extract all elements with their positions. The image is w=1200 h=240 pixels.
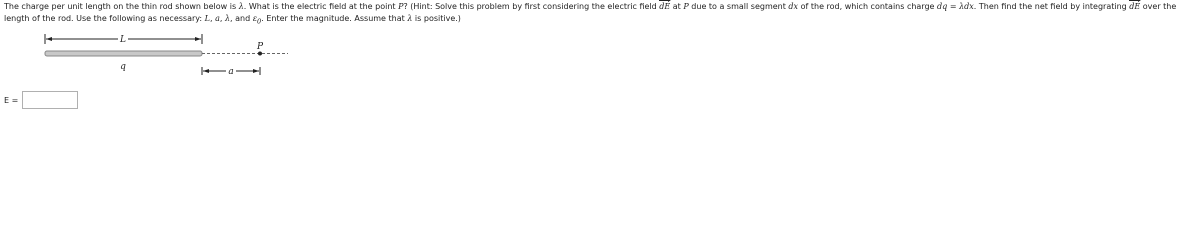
question-segment: The charge per unit length on the thin rod shown below is: [4, 2, 239, 11]
length-dimension: [45, 34, 202, 45]
point-p-label: P: [256, 42, 264, 52]
dq-symbol: dq: [937, 2, 948, 11]
distance-label: a: [228, 67, 234, 77]
dE-vector-symbol: dE: [659, 2, 671, 11]
question-segment: . Enter the magnitude. Assume that: [261, 14, 408, 23]
dx-symbol: dx: [788, 2, 799, 11]
answer-row: [4, 90, 78, 110]
lambda-symbol: λ: [238, 2, 244, 11]
question-segment: =: [947, 2, 960, 11]
distance-arrow-right: [253, 69, 259, 73]
lambda-symbol: λ: [407, 14, 413, 23]
L-variable: L: [204, 14, 210, 23]
rod-figure: [30, 30, 310, 86]
point-symbol: P: [683, 2, 689, 11]
length-arrow-left: [46, 37, 52, 41]
question-segment: of the rod, which contains charge: [798, 2, 938, 11]
answer-input[interactable]: [22, 91, 78, 109]
point-symbol: P: [398, 2, 404, 11]
question-segment: , and: [230, 14, 253, 23]
question-segment: . Then find the net field by integrating: [973, 2, 1130, 11]
question-segment: ,: [219, 14, 225, 23]
charge-label: q: [120, 62, 126, 72]
question-segment: . What is the electric field at the point: [243, 2, 399, 11]
distance-dimension: [202, 67, 260, 77]
epsilon-variable: [252, 14, 262, 26]
epsilon-subscript: 0: [257, 17, 262, 26]
dE-vector-symbol: dE: [1129, 2, 1141, 11]
length-label: L: [120, 35, 126, 45]
epsilon-symbol: ε: [252, 14, 257, 23]
question-segment: is positive.): [412, 14, 461, 23]
question-segment: due to a small segment: [688, 2, 789, 11]
distance-arrow-left: [203, 69, 209, 73]
length-arrow-right: [195, 37, 201, 41]
charged-rod: [45, 51, 202, 56]
a-variable: a: [215, 14, 220, 23]
question-segment: ,: [209, 14, 216, 23]
answer-label: E =: [4, 95, 19, 105]
point-p-dot: [258, 52, 262, 56]
rod-diagram: [30, 30, 310, 86]
question-segment: at: [670, 2, 684, 11]
question-text: [4, 1, 1196, 28]
lambda-variable: λ: [224, 14, 231, 23]
lambda-dx-symbol: λdx: [959, 2, 974, 11]
question-segment: over the length of the rod. Use the following as necessary:: [4, 2, 1177, 23]
question-segment: ? (Hint: Solve this problem by first considering the electric field: [403, 2, 660, 11]
